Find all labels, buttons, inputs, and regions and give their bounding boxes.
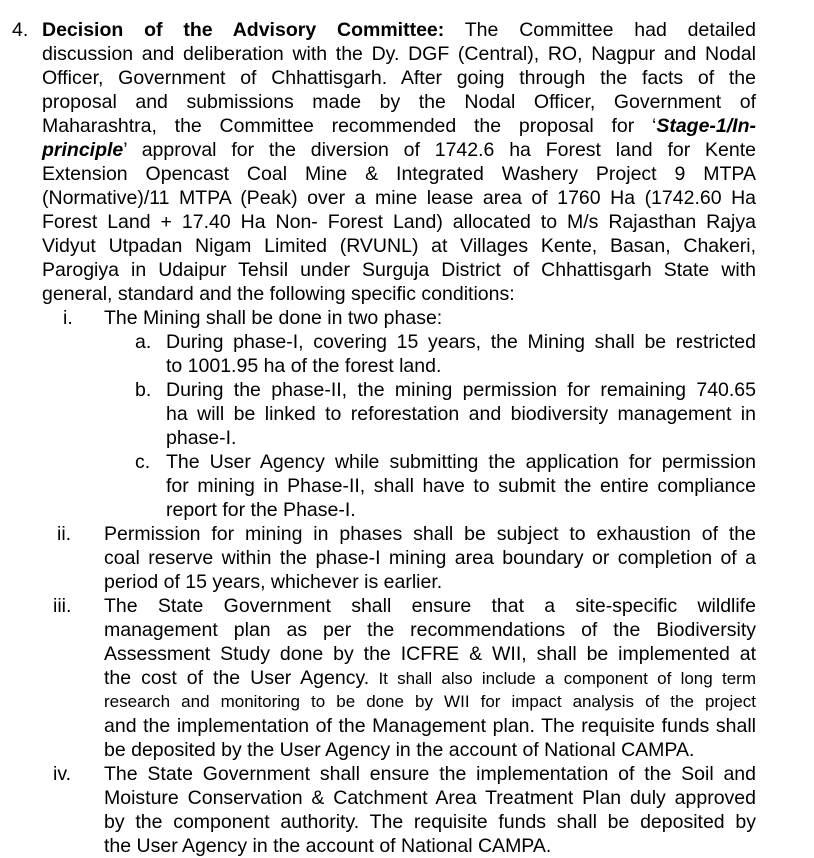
subcondition-c-line-3: report for the Phase-I. [166, 499, 356, 521]
intro-line-4: proposal and submissions made by the Nodal Officer, Government of [42, 91, 756, 113]
condition-ii-line-1: Permission for mining in phases shall be subject to exhaustion of the [104, 523, 756, 545]
condition-iii-line-5: research and monitoring to be done by WII for impact analysis of the project [104, 692, 756, 711]
condition-i-marker: i. [63, 307, 73, 329]
intro-line-12: general, standard and the following specific conditions: [42, 283, 515, 305]
intro-line-6: principle’ approval for the diversion of 1742.6 ha Forest land for Kente [42, 139, 756, 161]
condition-iv-line-3: by the component authority. The requisite funds shall be deposited by [104, 811, 756, 833]
condition-ii-marker: ii. [57, 523, 72, 545]
condition-iii-line-4: the cost of the User Agency. It shall also include a component of long term [104, 667, 756, 689]
intro-line-10: Vidyut Utpadan Nigam Limited (RVUNL) at Villages Kente, Basan, Chakeri, [42, 235, 756, 257]
condition-iv-line-4: the User Agency in the account of National CAMPA. [104, 835, 552, 857]
subcondition-a-marker: a. [135, 331, 152, 353]
condition-iii-line-2: management plan as per the recommendations of the Biodiversity [104, 619, 756, 641]
intro-line-1: Decision of the Advisory Committee: The Committee had detailed [42, 19, 756, 41]
subcondition-c-line-1: The User Agency while submitting the application for permission [166, 451, 756, 473]
condition-iii-line-3: Assessment Study done by the ICFRE & WII, shall be implemented at [104, 643, 756, 665]
subcondition-b-line-3: phase-I. [166, 427, 237, 449]
intro-line-2: discussion and deliberation with the Dy. DGF (Central), RO, Nagpur and Nodal [42, 43, 756, 65]
condition-ii-line-3: period of 15 years, whichever is earlier. [104, 571, 443, 593]
intro-line-7: Extension Opencast Coal Mine & Integrated Washery Project 9 MTPA [42, 163, 756, 185]
subcondition-b-line-1: During the phase-II, the mining permission for remaining 740.65 [166, 379, 756, 401]
condition-ii-line-2: coal reserve within the phase-I mining area boundary or completion of a [104, 547, 756, 569]
intro-line-11: Parogiya in Udaipur Tehsil under Surguja District of Chhattisgarh State with [42, 259, 756, 281]
intro-line-9: Forest Land + 17.40 Ha Non- Forest Land) allocated to M/s Rajasthan Rajya [42, 211, 756, 233]
subcondition-c-marker: c. [135, 451, 151, 473]
condition-iv-marker: iv. [53, 763, 72, 785]
condition-iii-marker: iii. [53, 595, 72, 617]
stage-emphasis: Stage-1/In- [656, 115, 756, 137]
condition-i-text: The Mining shall be done in two phase: [104, 307, 443, 329]
section-number: 4. [12, 19, 29, 41]
condition-iv-line-2: Moisture Conservation & Catchment Area Treatment Plan duly approved [104, 787, 756, 809]
subcondition-b-marker: b. [135, 379, 152, 401]
subcondition-b-line-2: ha will be linked to reforestation and biodiversity management in [166, 403, 756, 425]
section-heading: Decision of the Advisory Committee: [42, 19, 445, 41]
intro-line-5: Maharashtra, the Committee recommended the proposal for ‘Stage-1/In- [42, 115, 756, 137]
subcondition-c-line-2: for mining in Phase-II, shall have to submit the entire compliance [166, 475, 756, 497]
condition-iv-line-1: The State Government shall ensure the implementation of the Soil and [104, 763, 756, 785]
condition-iii-line-1: The State Government shall ensure that a site-specific wildlife [104, 595, 756, 617]
condition-iii-line-6: and the implementation of the Management plan. The requisite funds shall [104, 715, 756, 737]
principle-emphasis: principle [42, 139, 124, 161]
condition-iii-line-7: be deposited by the User Agency in the account of National CAMPA. [104, 739, 695, 761]
subcondition-a-line-1: During phase-I, covering 15 years, the Mining shall be restricted [166, 331, 756, 353]
intro-line-3: Officer, Government of Chhattisgarh. After going through the facts of the [42, 67, 756, 89]
subcondition-a-line-2: to 1001.95 ha of the forest land. [166, 355, 442, 377]
intro-line-8: (Normative)/11 MTPA (Peak) over a mine lease area of 1760 Ha (1742.60 Ha [42, 187, 756, 209]
